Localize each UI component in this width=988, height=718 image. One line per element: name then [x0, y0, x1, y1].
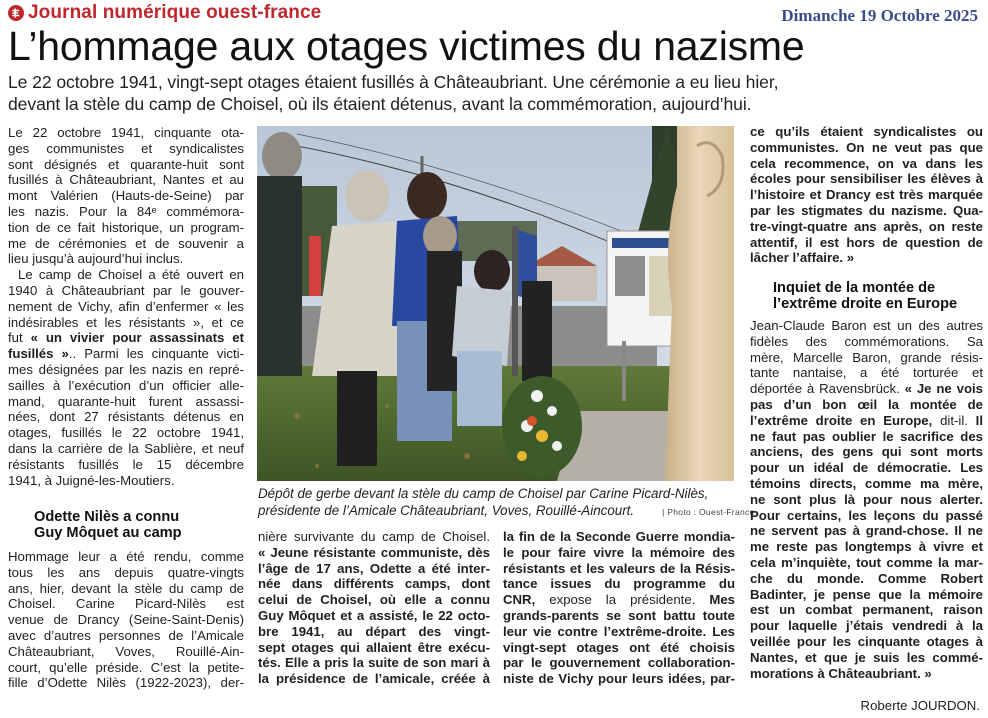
bold-fragment: « Je ne vois [904, 381, 983, 397]
text-line: court, qu’elle préside. C’est la petite- [8, 659, 244, 675]
text-line: dans la carrière de la Sablière, et neuf [8, 440, 244, 456]
subheading-extreme-droite [773, 280, 983, 312]
ceremony-photo [257, 126, 734, 481]
article-column-4 [750, 124, 983, 266]
text-line: Choisel. Carine Picard-Nilès est [8, 596, 244, 612]
bold-quote-line: par les stigmates du nazisme. Qua- [750, 202, 983, 218]
author-signature: Roberte JOURDON. [860, 698, 980, 713]
article-column-3 [503, 529, 735, 687]
bold-quote-line: est un combat permanent, raison [750, 602, 983, 618]
bold-quote: fusillés » [8, 346, 69, 362]
text-line: me de cérémonies et de souvenir a [8, 235, 244, 251]
text-line: mes désignées par les nazis en repré- [8, 361, 244, 377]
text-fragment: déportée à Ravensbrück. [750, 381, 905, 397]
text-line-mixed [503, 592, 735, 608]
bold-quote-line: leur vie contre l’extrême-droite. Les [503, 623, 735, 639]
caption-text: présidente de l’Amicale Châteaubriant, Voves, Rouillé-Aincourt. [258, 503, 635, 518]
bold-quote-line: pour laquelle j’étais vendredi à la [750, 618, 983, 634]
caption-line: Dépôt de gerbe devant la stèle du camp de Choisel par Carine Picard-Nilès, [258, 486, 709, 501]
bold-quote-line: la présidence de l’amicale, créée à [258, 671, 490, 687]
bold-quote-line: tre-vingt-quatre ans après, on reste [750, 218, 983, 234]
bold-quote-line: pour un idéal de démocratie. Les [750, 460, 983, 476]
bold-quote-line: née dans différents camps, dont [258, 576, 490, 592]
bold-quote-line: Guy Môquet et a assisté, le 22 octo- [258, 607, 490, 623]
brand-masthead [8, 2, 321, 24]
text-fragment: dit-il. [932, 412, 976, 428]
bold-quote-line: par le gouvernement collaboration- [503, 655, 735, 671]
text-line: sont désignés et quarante-huit sont [8, 156, 244, 172]
bold-quote-line: vingt-sept otages ont été choisis [503, 639, 735, 655]
bold-quote-line: pas d’un bon œil la montée de [750, 396, 983, 412]
bold-quote-line: l’histoire et Drancy est très marquée [750, 187, 983, 203]
text-line: les nazis. Pour la 84ᵉ commémora- [8, 203, 244, 219]
bold-quote-line: celui de Choisel, où elle a connu [258, 592, 490, 608]
article-column-2 [258, 529, 490, 687]
bold-quote-line: Pour certains, les leçons du passé [750, 507, 983, 523]
text-line: otages, fusillés le 22 octobre 1941, [8, 425, 244, 441]
text-line-mixed [8, 346, 244, 362]
text-line: Hommage leur a été rendu, comme [8, 549, 244, 564]
bold-quote-line: niste de Vichy pour leurs idées, par- [503, 671, 735, 687]
bold-quote-line: veillée pour les cinquante otages à [750, 633, 983, 649]
text-line-mixed [8, 330, 244, 346]
bold-quote: « un vivier pour assassinats et [30, 330, 245, 346]
bold-quote-line: grands-parents se sont battu toute [503, 607, 735, 623]
text-line: indésirables et les résistants », et ce [8, 314, 244, 330]
bold-quote-line: l’âge de 17 ans, Odette a été inter- [258, 560, 490, 576]
article-column-1-continued [8, 549, 244, 691]
bold-quote-line: bre 1941, au départ des vingt- [258, 623, 490, 639]
bold-quote-line: résistants et les valeurs de la Résis- [503, 560, 735, 576]
bold-quote-line: me reste pas longtemps à vivre et [750, 539, 983, 555]
subheading-line: Guy Môquet au camp [34, 525, 182, 541]
text-line: Jean-Claude Baron est un des autres [750, 318, 983, 333]
text-line: tante nantaise, a été torturée et [750, 365, 983, 381]
ouest-france-logo-icon [8, 5, 24, 21]
bold-quote-line: attentif, il est hors de question de [750, 234, 983, 250]
subheading-odette-niles [34, 509, 244, 541]
bold-quote-line: tance issues du programme du [503, 576, 735, 592]
text-line: nement de Vichy, afin d’enfermer « les [8, 298, 244, 314]
text-line-mixed [750, 413, 983, 429]
publication-date: Dimanche 19 Octobre 2025 [781, 6, 978, 25]
text-line: fille d’Odette Nilès (1922-2023), der- [8, 675, 244, 691]
article-column-4-continued [750, 318, 983, 681]
text-line: Le camp de Choisel a été ouvert en [18, 267, 244, 283]
text-line: ges communistes et syndicalistes [8, 140, 244, 156]
chapo-line: devant la stèle du camp de Choisel, où ils étaient détenus, avant la commémoration, aujourd’hui. [8, 94, 752, 114]
chapo-line: Le 22 octobre 1941, vingt-sept otages étaient fusillés à Châteaubriant. Une cérémonie a eu lieu hier, [8, 72, 779, 92]
text-line: fusillés à Châteaubriant, Nantes et au [8, 172, 244, 188]
text-fragment: fut [8, 330, 31, 346]
caption-line [258, 502, 755, 521]
text-line: Le 22 octobre 1941, cinquante ota- [8, 125, 244, 140]
text-line: tion de ce fait historique, un program- [8, 219, 244, 235]
bold-quote-line: ne servent pas à grand-chose. Il ne [750, 523, 983, 539]
bold-fragment: l’extrême droite en Europe, [750, 412, 933, 428]
bold-quote-line: Badinter, je pense que la mémoire [750, 586, 983, 602]
bold-quote-line: lâcher l’affaire. » [750, 250, 855, 266]
text-line-mixed [750, 381, 983, 397]
bold-quote-line: ne faut pas oublier le sacrifice des [750, 428, 983, 444]
text-line: fidèles des commémorations. Sa [750, 333, 983, 349]
bold-quote-line: cela recommence, on va dans les [750, 155, 983, 171]
text-line: sailles à l’exécution d’un officier alle- [8, 377, 244, 393]
photo-caption [258, 485, 755, 521]
text-line: 1940 à Châteaubriant par le gouver- [8, 282, 244, 298]
bold-quote-line: ce qu’ils étaient syndicalistes ou [750, 124, 983, 139]
subheading-line: l’extrême droite en Europe [773, 296, 958, 312]
bold-quote-line: morations à Châteaubriant. » [750, 665, 932, 681]
text-line: 1941, à Juigné-les-Moutiers. [8, 472, 175, 488]
bold-quote-line: sept otages qui allaient être exécu- [258, 639, 490, 655]
text-line: mère, Marcelle Baron, grande résis- [750, 349, 983, 365]
bold-quote-line: tés. Elle a pris la suite de son mari à [258, 655, 490, 671]
text-line: avec d’autres personnes de l’Amicale [8, 627, 244, 643]
bold-quote-line: ne sont plus là pour nous alerter. [750, 491, 983, 507]
brand-name: Journal numérique ouest-france [28, 2, 322, 23]
bold-quote-line: cela m’inquiète, tout comme la mar- [750, 554, 983, 570]
bold-quote-line: anciens, des gens qui sont morts [750, 444, 983, 460]
text-line: résistants fusillés le 15 décembre [8, 456, 244, 472]
text-line: venue de Drancy (Seine-Saint-Denis) [8, 612, 244, 628]
text-line: nière survivante du camp de Choisel. [258, 529, 490, 544]
bold-quote-line: la fin de la Seconde Guerre mondia- [503, 529, 735, 544]
photo-ceremony-icon [257, 126, 734, 481]
bold-quote-line: témoins directs, comme ma mère, [750, 475, 983, 491]
bold-quote-line: écoles pour sensibiliser les élèves à [750, 171, 983, 187]
text-line: Châteaubriant, Voves, Rouillé-Ain- [8, 643, 244, 659]
bold-quote-line: Nantes, et que je suis les commé- [750, 649, 983, 665]
bold-quote-line: che du monde. Comme Robert [750, 570, 983, 586]
text-line: tous les ans depuis quatre-vingts [8, 564, 244, 580]
text-fragment: expose la présidente. [535, 592, 710, 608]
headline: L’hommage aux otages victimes du nazisme [8, 23, 805, 69]
text-line: mont Valérien (Hauts-de-Seine) par [8, 188, 244, 204]
text-line: ans, hier, devant la stèle du camp de [8, 580, 244, 596]
bold-quote-line: communistes. On ne veut pas que [750, 139, 983, 155]
subheading-line: Odette Nilès a connu [34, 509, 180, 525]
text-line: lieu jusqu’à aujourd’hui inclus. [8, 251, 184, 267]
bold-quote-line: « Jeune résistante communiste, dès [258, 544, 490, 560]
text-line: nées, dont 27 résistants détenus en [8, 409, 244, 425]
subheading-line: Inquiet de la montée de [773, 280, 936, 296]
text-fragment: .. Parmi les cinquante victi- [68, 346, 244, 362]
article-column-1 [8, 125, 244, 488]
bold-fragment: CNR, [503, 592, 536, 608]
bold-fragment: Il [975, 412, 983, 428]
bold-quote-line: le pour faire vivre la mémoire des [503, 544, 735, 560]
bold-fragment: Mes [709, 592, 735, 608]
text-line: mand, quarante-huit furent assassi- [8, 393, 244, 409]
photo-credit: | Photo : Ouest-France [662, 507, 755, 517]
